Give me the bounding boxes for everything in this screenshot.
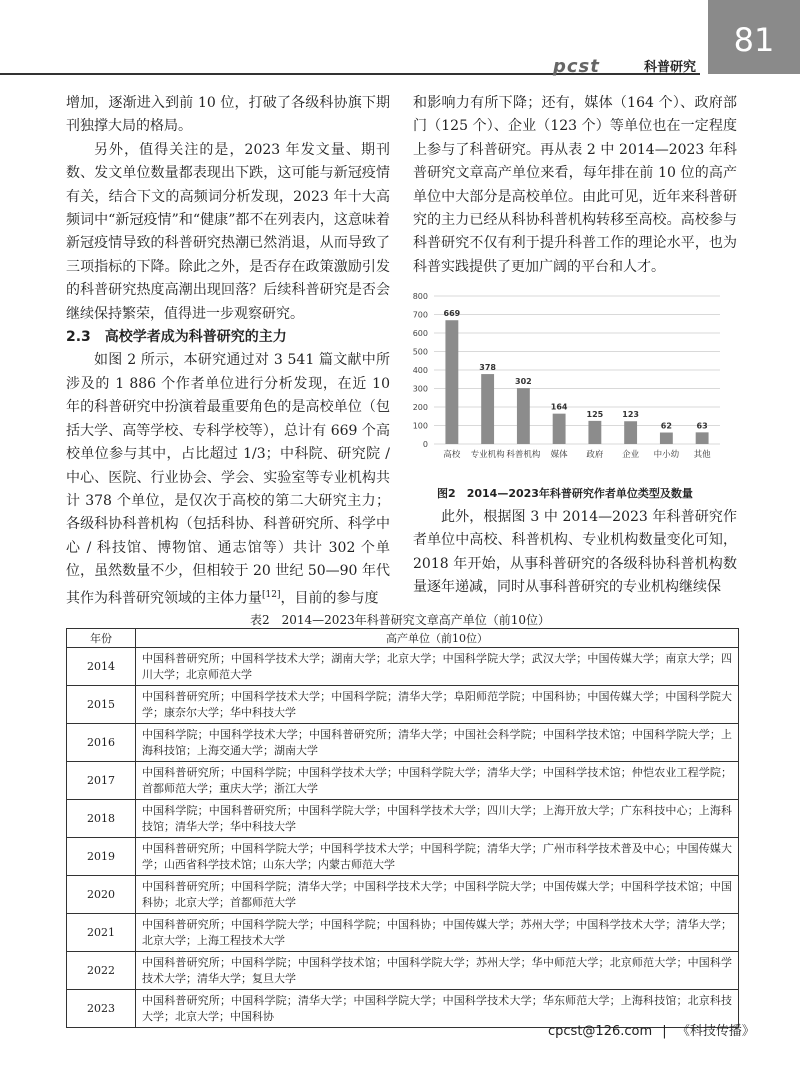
table-row — [67, 762, 739, 800]
x-tick-label: 科普机构 — [506, 450, 541, 460]
units-cell: 中国科普研究所；中国科学院大学；中国科学技术大学；中国科学院；清华大学；广州市科学技术普及中心；中国传媒大学；山西省科学技术馆；山东大学；内蒙古师范大学 — [136, 838, 739, 876]
paragraph: 此外，根据图 3 中 2014—2023 年科普研究作者单位中高校、科普机构、专业机构数量变化可知，2018 年开始，从事科普研究的各级科协科普机构数量逐年递减，同时从事科普研究的专业机构继续保 — [413, 509, 737, 596]
y-tick-label: 600 — [412, 329, 428, 338]
footer-journal: 《科技传播》 — [676, 1024, 755, 1039]
x-tick-label: 其他 — [693, 450, 711, 460]
bar — [696, 432, 709, 444]
units-cell: 中国科普研究所；中国科学技术大学；中国科学院；清华大学；阜阳师范学院；中国科协；中国传媒大学；中国科学院大学；康奈尔大学；华中科技大学 — [136, 686, 739, 724]
data-label: 63 — [696, 421, 708, 431]
data-label: 164 — [550, 402, 568, 412]
year-cell: 2016 — [67, 724, 136, 762]
right-column-continued — [413, 506, 737, 600]
bar — [660, 433, 673, 444]
data-label: 123 — [622, 410, 639, 420]
paragraph-text: ，目前的参与度 — [280, 590, 379, 607]
units-cell: 中国科普研究所；中国科学院；中国科学技术大学；中国科学院大学；清华大学；中国科学技术馆；仲恺农业工程学院；首都师范大学；重庆大学；浙江大学 — [136, 762, 739, 800]
year-cell: 2015 — [67, 686, 136, 724]
right-column — [413, 92, 737, 279]
units-cell: 中国科普研究所；中国科学院大学；中国科学院；中国科协；中国传媒大学；苏州大学；中国科学技术大学；清华大学；北京大学；上海工程技术大学 — [136, 914, 739, 952]
bar — [517, 388, 530, 444]
chart-canvas — [400, 284, 730, 470]
paragraph: 另外，值得关注的是，2023 年发文量、期刊数、发文单位数量都表现出下跌，这可能与新冠疫情有关，结合下文的高频词分析发现，2023 年十大高频词中“新冠疫情”和“健康”都不在列表内，这意味着新冠疫情导致的科普研究热潮已然消退，从而导致了三项指标的下降。除此之外，是否存在政策激励引发的科普研究热度高潮出现回落？后续科普研究是否会继续保持繁荣，值得进一步观察研究。 — [66, 141, 390, 322]
x-tick-label: 企业 — [622, 450, 640, 460]
table-row — [67, 686, 739, 724]
table-row — [67, 838, 739, 876]
table-row — [67, 952, 739, 990]
bar — [588, 421, 601, 444]
table-container — [66, 628, 739, 1028]
left-column — [66, 92, 390, 611]
section-label: 科普研究 — [644, 60, 697, 75]
x-tick-label: 专业机构 — [470, 450, 505, 460]
page-number: 81 — [708, 0, 800, 74]
year-cell: 2014 — [67, 648, 136, 686]
units-cell: 中国科学院；中国科学技术大学；中国科普研究所；清华大学；中国社会科学院；中国科学技术馆；中国科学院大学；上海科技馆；上海交通大学；湖南大学 — [136, 724, 739, 762]
footer-separator: | — [662, 1024, 667, 1039]
footer — [548, 1020, 755, 1039]
figure-caption: 图2 2014—2023年科普研究作者单位类型及数量 — [437, 487, 693, 500]
year-cell: 2021 — [67, 914, 136, 952]
bar — [445, 320, 458, 444]
units-cell: 中国科普研究所；中国科学技术大学；湖南大学；北京大学；中国科学院大学；武汉大学；中国传媒大学；南京大学；四川大学；北京师范大学 — [136, 648, 739, 686]
year-cell: 2022 — [67, 952, 136, 990]
table-header-row — [67, 629, 739, 648]
table-row — [67, 876, 739, 914]
paragraph: 增加，逐渐进入到前 10 位，打破了各级科协旗下期刊独撑大局的格局。 — [66, 95, 390, 135]
table-caption: 表2 2014—2023年科普研究文章高产单位（前10位） — [250, 613, 550, 627]
y-tick-label: 800 — [412, 292, 428, 301]
high-yield-units-table — [66, 628, 739, 1028]
year-cell: 2017 — [67, 762, 136, 800]
y-tick-label: 300 — [412, 384, 428, 394]
data-label: 125 — [586, 409, 604, 419]
data-label: 302 — [515, 377, 532, 387]
year-cell: 2019 — [67, 838, 136, 876]
y-tick-label: 0 — [422, 440, 428, 449]
table-row — [67, 724, 739, 762]
journal-logo: pcst — [553, 56, 600, 77]
y-tick-label: 100 — [412, 421, 428, 431]
data-label: 378 — [479, 363, 496, 373]
x-tick-label: 中小幼 — [653, 450, 680, 460]
bar-chart — [400, 284, 730, 470]
table-row — [67, 648, 739, 686]
y-tick-label: 200 — [412, 403, 428, 412]
bar — [553, 414, 566, 444]
column-header-year: 年份 — [67, 629, 136, 648]
year-cell: 2018 — [67, 800, 136, 838]
x-tick-label: 政府 — [586, 450, 604, 460]
year-cell: 2020 — [67, 876, 136, 914]
year-cell: 2023 — [67, 990, 136, 1028]
x-tick-label: 高校 — [443, 450, 461, 460]
reference-mark: [12] — [262, 589, 281, 600]
units-cell: 中国科学院；中国科普研究所；中国科学院大学；中国科学技术大学；四川大学；上海开放大学；广东科技中心；上海科技馆；清华大学；华中科技大学 — [136, 800, 739, 838]
paragraph-text: 如图 2 所示，本研究通过对 3 541 篇文献中所涉及的 1 886 个作者单位进行分析发现，在近 10 年的科普研究中扮演着最重要角色的是高校单位（包括大学、高等学校、专科学校等），总计有 669 个高校单位参与其中，占比超过 1/3；中科院、研究院 / 中心、医院、行业协会、学会、实验室等专业机构共计 378 个单位，是仅次于高校的第二大研究主力；各级科协科普机构（包括科协、科普研究所、科学中心 / 科技馆、博物馆、通志馆等）共计 302 个单位，虽然数量不少，但相较于 20 世纪 50—90 年代其作为科普研究领域的主体力量 — [66, 352, 390, 607]
table-row — [67, 800, 739, 838]
paragraph — [66, 349, 390, 610]
y-tick-label: 400 — [412, 366, 428, 375]
x-tick-label: 媒体 — [550, 450, 568, 460]
units-cell: 中国科普研究所；中国科学院；中国科学技术馆；中国科学院大学；苏州大学；华中师范大学；北京师范大学；中国科学技术大学；清华大学；复旦大学 — [136, 952, 739, 990]
table-row — [67, 914, 739, 952]
y-tick-label: 700 — [412, 310, 428, 320]
units-cell: 中国科普研究所；中国科学院；清华大学；中国科学技术大学；中国科学院大学；中国传媒大学；中国科学技术馆；中国科协；北京大学；首都师范大学 — [136, 876, 739, 914]
column-header-units: 高产单位（前10位） — [136, 629, 739, 648]
paragraph: 和影响力有所下降；还有，媒体（164 个）、政府部门（125 个）、企业（123 个）等单位也在一定程度上参与了科普研究。再从表 2 中 2014—2023 年科普研究文章高产单位来看，每年排在前 10 位的高产单位中大部分是高校单位。由此可见，近年来科普研究的主力已经从科协科普机构转移至高校。高校参与科普研究不仅有利于提升科普工作的理论水平，也为科普实践提供了更加广阔的平台和人才。 — [413, 95, 737, 275]
bar — [624, 421, 637, 444]
data-label: 62 — [660, 421, 672, 431]
footer-email: cpcst@126.com — [548, 1024, 653, 1039]
section-heading: 2.3 高校学者成为科普研究的主力 — [66, 329, 287, 346]
y-tick-label: 500 — [412, 347, 428, 357]
data-label: 669 — [443, 309, 461, 319]
bar — [481, 374, 494, 444]
units-cell: 中国科普研究所；中国科学院；清华大学；中国科学院大学；中国科学技术大学；华东师范大学；上海科技馆；北京科技大学；北京大学；中国科协 — [136, 990, 739, 1028]
